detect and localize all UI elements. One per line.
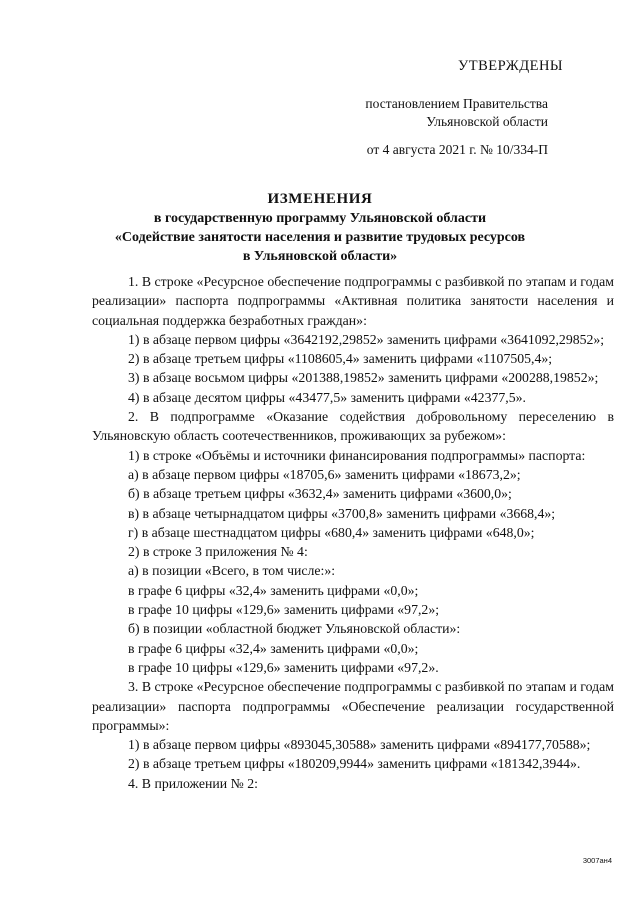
page-footer-code: 3007ан4 bbox=[582, 856, 612, 865]
paragraph: 2) в строке 3 приложения № 4: bbox=[128, 544, 308, 560]
paragraph: в графе 10 цифры «129,6» заменить цифрами «97,2»; bbox=[128, 602, 440, 618]
paragraph: 2. В подпрограмме «Оказание содействия добровольному переселению в Ульяновскую область соотечественников, проживающих за рубежом»: bbox=[92, 409, 614, 444]
paragraph: 4. В приложении № 2: bbox=[128, 775, 258, 791]
title-line-3: «Содействие занятости населения и развитие трудовых ресурсов bbox=[114, 230, 526, 245]
title-line-1: ИЗМЕНЕНИЯ bbox=[267, 191, 373, 207]
title-line-4: в Ульяновской области» bbox=[242, 249, 398, 264]
paragraph: 3) в абзаце восьмом цифры «201388,19852» заменить цифрами «200288,19852»; bbox=[128, 370, 599, 386]
approval-stamp-date: от 4 августа 2021 г. № 10/334-П bbox=[366, 142, 548, 157]
paragraph: б) в позиции «областной бюджет Ульяновской области»: bbox=[128, 621, 461, 637]
paragraph: б) в абзаце третьем цифры «3632,4» заменить цифрами «3600,0»; bbox=[128, 486, 512, 502]
paragraph: а) в абзаце первом цифры «18705,6» заменить цифрами «18673,2»; bbox=[128, 466, 521, 482]
document-body bbox=[92, 272, 614, 793]
paragraph: в графе 10 цифры «129,6» заменить цифрами «97,2». bbox=[128, 659, 439, 675]
paragraph: 4) в абзаце десятом цифры «43477,5» заменить цифрами «42377,5». bbox=[128, 389, 526, 405]
document-title bbox=[0, 190, 640, 266]
paragraph: в графе 6 цифры «32,4» заменить цифрами «0,0»; bbox=[128, 640, 419, 656]
paragraph: 1) в абзаце первом цифры «893045,30588» заменить цифрами «894177,70588»; bbox=[128, 737, 591, 753]
approval-stamp-line-1: постановлением Правительства bbox=[365, 96, 548, 111]
paragraph: а) в позиции «Всего, в том числе:»: bbox=[128, 563, 336, 579]
approval-label: УТВЕРЖДЕНЫ bbox=[458, 58, 564, 74]
paragraph: в графе 6 цифры «32,4» заменить цифрами «0,0»; bbox=[128, 582, 419, 598]
paragraph: 1. В строке «Ресурсное обеспечение подпрограммы с разбивкой по этапам и годам реализации» паспорта подпрограммы «Активная политика занятости населения и социальная поддержка безработных граждан»: bbox=[92, 274, 614, 328]
title-line-2: в государственную программу Ульяновской области bbox=[153, 211, 487, 226]
paragraph: 1) в абзаце первом цифры «3642192,29852» заменить цифрами «3641092,29852»; bbox=[128, 331, 605, 347]
paragraph: 3. В строке «Ресурсное обеспечение подпрограммы с разбивкой по этапам и годам реализации» паспорта подпрограммы «Обеспечение реализации государственной программы»: bbox=[92, 679, 614, 733]
approval-stamp-line-2: Ульяновской области bbox=[426, 114, 548, 129]
paragraph: г) в абзаце шестнадцатом цифры «680,4» заменить цифрами «648,0»; bbox=[128, 524, 535, 540]
paragraph: 1) в строке «Объёмы и источники финансирования подпрограммы» паспорта: bbox=[128, 447, 586, 463]
paragraph: 2) в абзаце третьем цифры «180209,9944» заменить цифрами «181342,3944». bbox=[128, 756, 581, 772]
paragraph: в) в абзаце четырнадцатом цифры «3700,8» заменить цифрами «3668,4»; bbox=[128, 505, 556, 521]
paragraph: 2) в абзаце третьем цифры «1108605,4» заменить цифрами «1107505,4»; bbox=[128, 351, 553, 367]
